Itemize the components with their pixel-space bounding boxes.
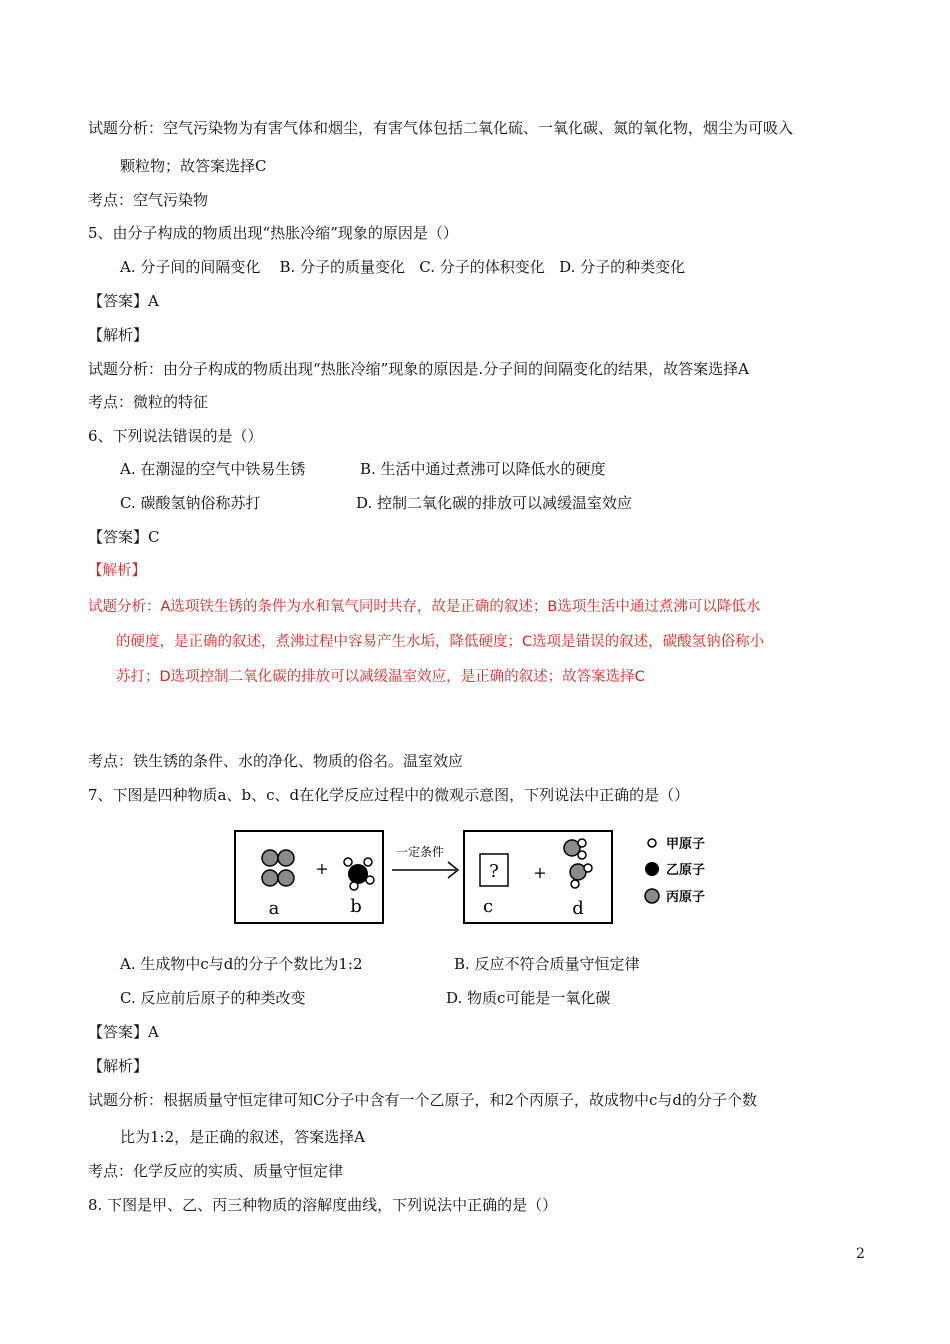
answer-label: 【答案】A [88, 292, 159, 310]
answer-label: 【答案】C [88, 528, 160, 546]
legend-jia: 甲原子 [666, 837, 706, 852]
option-a: A. 在潮湿的空气中铁易生锈 [120, 460, 306, 478]
analysis-line: 苏打；D选项控制二氧化碳的排放可以减缓温室效应，是正确的叙述；故答案选择C [116, 669, 645, 685]
legend-yi-icon [645, 862, 659, 876]
analysis-label: 【解析】 [88, 1057, 149, 1075]
question-6: 6、下列说法错误的是（） [88, 427, 263, 445]
page-number: 2 [856, 1246, 865, 1262]
legend-jia-icon [648, 839, 656, 847]
topic-line: 考点：空气污染物 [88, 191, 209, 209]
question-7: 7、下图是四种物质a、b、c、d在化学反应过程中的微观示意图，下列说法中正确的是（） [88, 786, 690, 804]
label-a: a [268, 898, 280, 919]
question-5-options: A. 分子间的间隔变化 B. 分子的质量变化 C. 分子的体积变化 D. 分子的种类变化 [120, 258, 686, 276]
analysis-line: 比为1:2，是正确的叙述，答案选择A [120, 1128, 365, 1146]
analysis-line: 的硬度，是正确的叙述，煮沸过程中容易产生水垢，降低硬度；C选项是错误的叙述，碳酸氢钠俗称小 [116, 634, 765, 650]
analysis-label: 【解析】 [88, 326, 149, 344]
analysis-line: 试题分析：根据质量守恒定律可知C分子中含有一个乙原子，和2个丙原子，故成物中c与d的分子个数 [88, 1091, 758, 1109]
label-c: c [482, 896, 494, 917]
legend-yi: 乙原子 [666, 863, 706, 878]
legend-bing-icon [645, 889, 659, 903]
plus-sign: + [315, 859, 329, 878]
analysis-line: 试题分析：A选项铁生锈的条件为水和氧气同时共存，故是正确的叙述；B选项生活中通过煮沸可以降低水 [88, 599, 761, 615]
analysis-label: 【解析】 [88, 563, 146, 579]
reaction-diagram [230, 826, 730, 930]
reaction-condition: 一定条件 [395, 845, 445, 859]
answer-label: 【答案】A [88, 1023, 159, 1041]
option-d: D. 控制二氧化碳的排放可以减缓温室效应 [356, 494, 633, 512]
plus-sign: + [533, 863, 547, 882]
option-a: A. 生成物中c与d的分子个数比为1:2 [120, 955, 363, 973]
topic-line: 考点：微粒的特征 [88, 393, 209, 411]
option-d: D. 物质c可能是一氧化碳 [446, 989, 611, 1007]
topic-line: 考点：铁生锈的条件、水的净化、物质的俗名。温室效应 [88, 752, 464, 770]
question-8: 8. 下图是甲、乙、丙三种物质的溶解度曲线，下列说法中正确的是（） [88, 1196, 558, 1214]
option-c: C. 反应前后原子的种类改变 [120, 989, 306, 1007]
legend-bing: 丙原子 [666, 890, 706, 905]
question-5: 5、由分子构成的物质出现“热胀冷缩”现象的原因是（） [88, 224, 458, 242]
analysis-line: 试题分析：空气污染物为有害气体和烟尘，有害气体包括二氧化硫、一氧化碳、氮的氧化物，烟尘为可吸入 [88, 119, 794, 137]
topic-line: 考点：化学反应的实质、质量守恒定律 [88, 1162, 344, 1180]
option-b: B. 生活中通过煮沸可以降低水的硬度 [360, 460, 606, 478]
unknown-mark: ? [489, 861, 499, 882]
analysis-line: 试题分析：由分子构成的物质出现“热胀冷缩”现象的原因是.分子间的间隔变化的结果，故答案选择A [88, 360, 749, 378]
label-b: b [350, 896, 362, 917]
label-d: d [572, 898, 584, 919]
option-c: C. 碳酸氢钠俗称苏打 [120, 494, 261, 512]
option-b: B. 反应不符合质量守恒定律 [454, 955, 640, 973]
analysis-line: 颗粒物；故答案选择C [120, 157, 267, 175]
